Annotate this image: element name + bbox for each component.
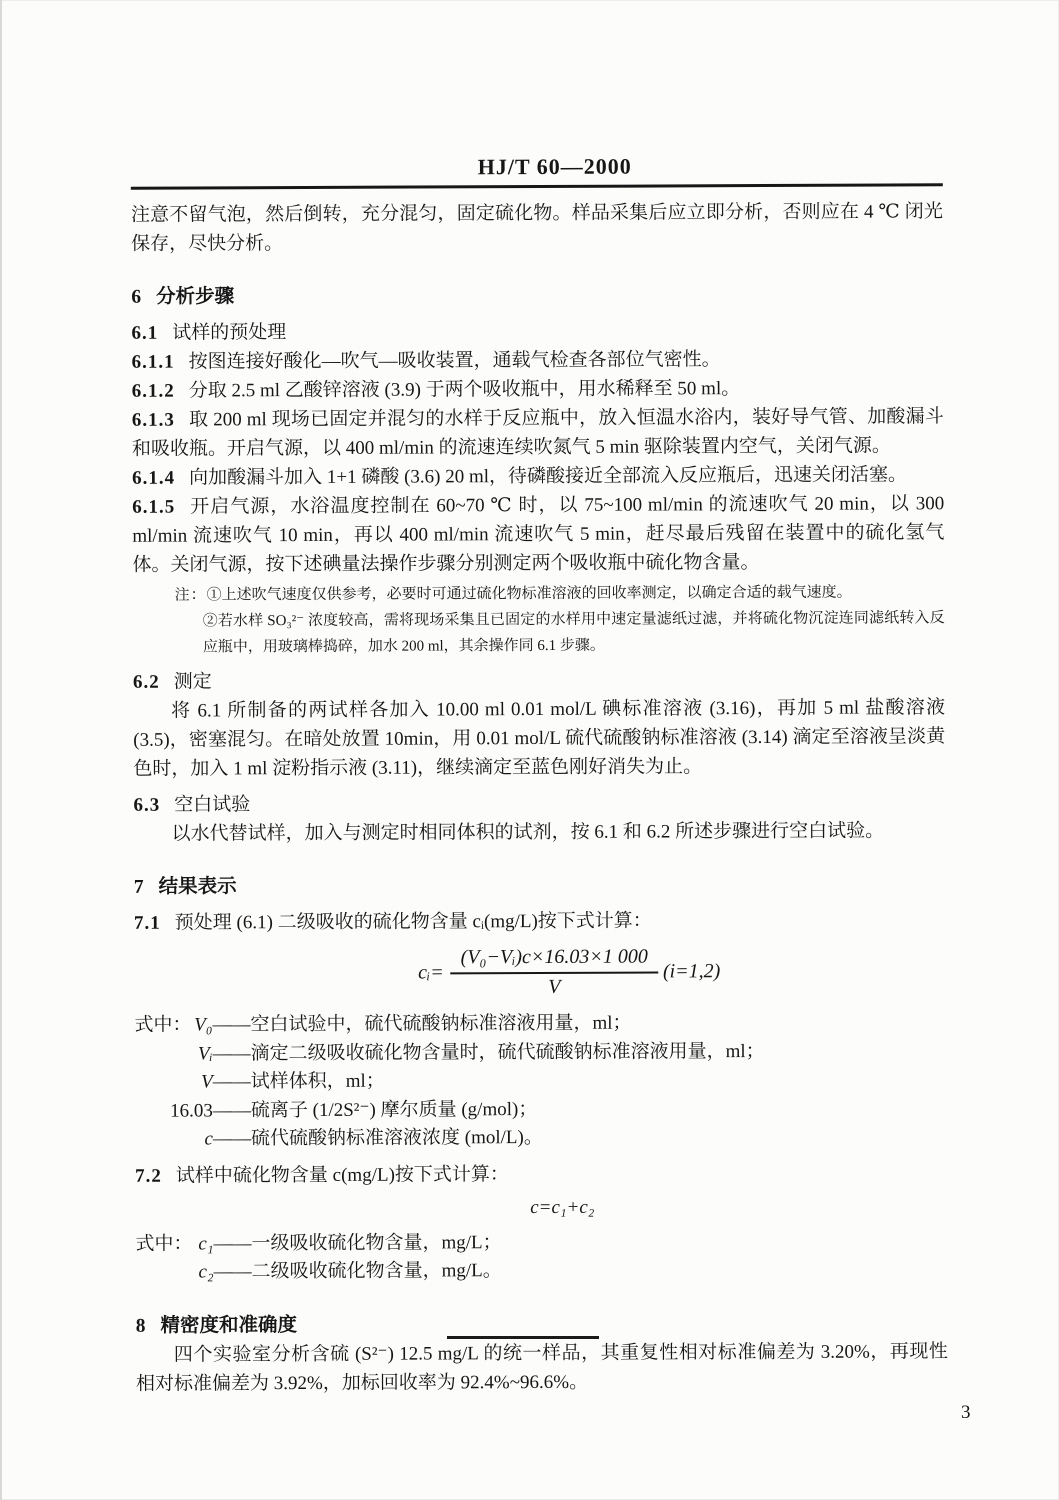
where-definition: ——滴定二级吸收硫化物含量时，硫代硫酸钠标准溶液用量，ml； [212, 1040, 765, 1064]
end-of-text-rule [447, 1336, 599, 1339]
scan-edge [0, 0, 2, 1500]
formula-lhs: cᵢ= [418, 961, 444, 984]
where-label: 式中： [135, 1233, 193, 1255]
clause-text: 取 200 ml 现场已固定并混匀的水样于反应瓶中，放入恒温水浴内，装好导气管、加酸漏斗和吸收瓶。开启气源，以 400 ml/min 的流速连续吹氮气 5 min 驱除装置内空气，关闭气源。 [131, 406, 944, 460]
where-definition: ——二级吸收硫化物含量，mg/L。 [213, 1260, 502, 1283]
clause-number: 6.1.1 [131, 351, 175, 373]
formula-numerator: (V₀−Vᵢ)c×16.03×1 000 [451, 943, 658, 974]
document-header [130, 0, 943, 190]
where-row [135, 1227, 947, 1259]
where-row [135, 1122, 947, 1154]
where-term: V₀ [194, 1014, 213, 1036]
paragraph-8: 四个实验室分析含硫 (S²⁻) 12.5 mg/L 的统一样品，其重复性相对标准偏差为 3.20%，再现性相对标准偏差为 3.92%，加标回收率为 92.4%~96.6%。 [135, 1340, 948, 1395]
note-label: 注： [174, 587, 207, 604]
section-heading-7 [134, 869, 946, 902]
where-list-1 [134, 1008, 947, 1154]
where-row [135, 1094, 947, 1126]
clause-text: 试样中硫化物含量 c(mg/L)按下式计算： [175, 1163, 509, 1187]
clause-title: 试样的预处理 [172, 322, 287, 344]
paragraph-6-3: 以水代替试样，加入与测定时相同体积的试剂，按 6.1 和 6.2 所述步骤进行空白试验。 [171, 820, 885, 845]
subsection-heading-6-2 [133, 664, 945, 697]
clause-number: 6.3 [133, 794, 161, 816]
note-item-2: ②若水样 SO₃²⁻ 浓度较高，需将现场采集且已固定的水样用中速定量滤纸过滤，并将硫化物沉淀连同滤纸转入反应瓶中，用玻璃棒捣碎，加水 200 ml，其余操作同 6.1 步骤。 [202, 610, 945, 656]
clause-7-1 [134, 905, 946, 938]
subsection-heading-6-3 [133, 787, 945, 820]
where-definition: ——硫离子 (1/2S²⁻) 摩尔质量 (g/mol)； [212, 1098, 538, 1121]
paragraph-6-2: 将 6.1 所制备的两试样各加入 10.00 ml 0.01 mol/L 碘标准溶液 (3.16)，再加 5 ml 盐酸溶液 (3.5)，密塞混匀。在暗处放置 10min，用 0.01 mol/L 硫代硫酸钠标准溶液 (3.14) 滴定至溶液呈淡黄色时，加入 1 ml 淀粉指示液 (3.11)，继续滴定至蓝色刚好消失为止。 [133, 697, 946, 780]
where-term: Vᵢ [197, 1042, 213, 1064]
clause-number: 6.2 [132, 671, 160, 693]
clause-number: 6.1.2 [131, 380, 175, 402]
section-title: 精密度和准确度 [160, 1313, 298, 1337]
page-number: 3 [961, 1402, 971, 1423]
clause-title: 测定 [173, 671, 212, 693]
clause-number: 6.1.5 [132, 496, 176, 518]
clause-6-1-1 [132, 344, 944, 377]
formula-denominator: V [548, 975, 561, 998]
clause-text: 预处理 (6.1) 二级吸收的硫化物含量 cᵢ(mg/L)按下式计算： [174, 910, 652, 934]
section-heading-6 [131, 279, 943, 312]
header-rule [131, 183, 943, 190]
section-number: 6 [131, 286, 143, 308]
clause-text: 开启气源，水浴温度控制在 60~70 ℃ 时，以 75~100 ml/min 的流速吹气 20 min，以 300 ml/min 流速吹气 10 min，再以 400 ml/min 流速吹气 5 min，赶尽最后残留在装置中的硫化氢气体。关闭气源，按下述碘量法操作步骤分别测定两个吸收瓶中硫化物含量。 [132, 493, 945, 576]
formula-ci [192, 942, 946, 1001]
clause-text: 按图连接好酸化—吹气—吸收装置，通载气检查各部位气密性。 [188, 349, 721, 373]
where-list-2 [135, 1227, 947, 1288]
where-definition: ——试样体积，ml； [212, 1070, 385, 1093]
where-term: V [201, 1071, 213, 1093]
intro-paragraph: 注意不留气泡，然后倒转，充分混匀，固定硫化物。样品采集后应立即分析，否则应在 4 ℃ 闭光保存，尽快分析。 [130, 201, 943, 255]
where-row [135, 1065, 947, 1097]
where-definition: ——硫代硫酸钠标准溶液浓度 (mol/L)。 [212, 1126, 543, 1150]
where-row [135, 1255, 947, 1287]
page-content [130, 0, 948, 1398]
clause-6-1-3 [132, 402, 944, 464]
clause-number: 7.2 [135, 1165, 162, 1187]
formula-c-sum: c=c₁+c₂ [530, 1196, 595, 1218]
formula-fraction [451, 943, 658, 1000]
clause-7-2 [135, 1158, 947, 1191]
clause-number: 7.1 [133, 912, 161, 934]
section-title: 分析步骤 [155, 285, 235, 308]
clause-6-1-4 [132, 460, 944, 493]
section-title: 结果表示 [158, 875, 237, 898]
note-block [175, 579, 945, 660]
where-term: c₁ [198, 1232, 214, 1254]
standard-code: HJ/T 60—2000 [477, 153, 632, 180]
clause-number: 6.1 [131, 322, 159, 344]
clause-title: 空白试验 [174, 794, 251, 816]
where-term: 16.03 [170, 1099, 213, 1122]
clause-6-1-5 [132, 489, 944, 580]
where-label: 式中： [134, 1014, 192, 1036]
where-row [135, 1037, 947, 1069]
where-term: c₂ [198, 1261, 214, 1283]
note-text: ①上述吹气速度仅供参考，必要时可通过硫化物标准溶液的回收率测定，以确定合适的载气速度。 [206, 584, 852, 604]
section-number: 8 [135, 1315, 147, 1337]
note-item-1 [175, 579, 945, 608]
clause-text: 分取 2.5 ml 乙酸锌溶液 (3.9) 于两个吸收瓶中，用水稀释至 50 ml。 [188, 378, 741, 402]
clause-number: 6.1.3 [131, 409, 175, 431]
where-row [134, 1008, 946, 1040]
where-term: c [204, 1128, 214, 1150]
where-definition: ——一级吸收硫化物含量，mg/L； [213, 1231, 502, 1254]
subsection-heading-6-1 [131, 315, 943, 348]
formula-condition: (i=1,2) [662, 960, 721, 983]
clause-number: 6.1.4 [132, 467, 176, 489]
where-definition: ——空白试验中，硫代硫酸钠标准溶液用量，ml； [212, 1012, 632, 1036]
clause-text: 向加酸漏斗加入 1+1 磷酸 (3.6) 20 ml，待磷酸接近全部流入反应瓶后，迅速关闭活塞。 [189, 464, 908, 489]
section-number: 7 [133, 876, 145, 898]
clause-6-1-2 [132, 373, 944, 406]
